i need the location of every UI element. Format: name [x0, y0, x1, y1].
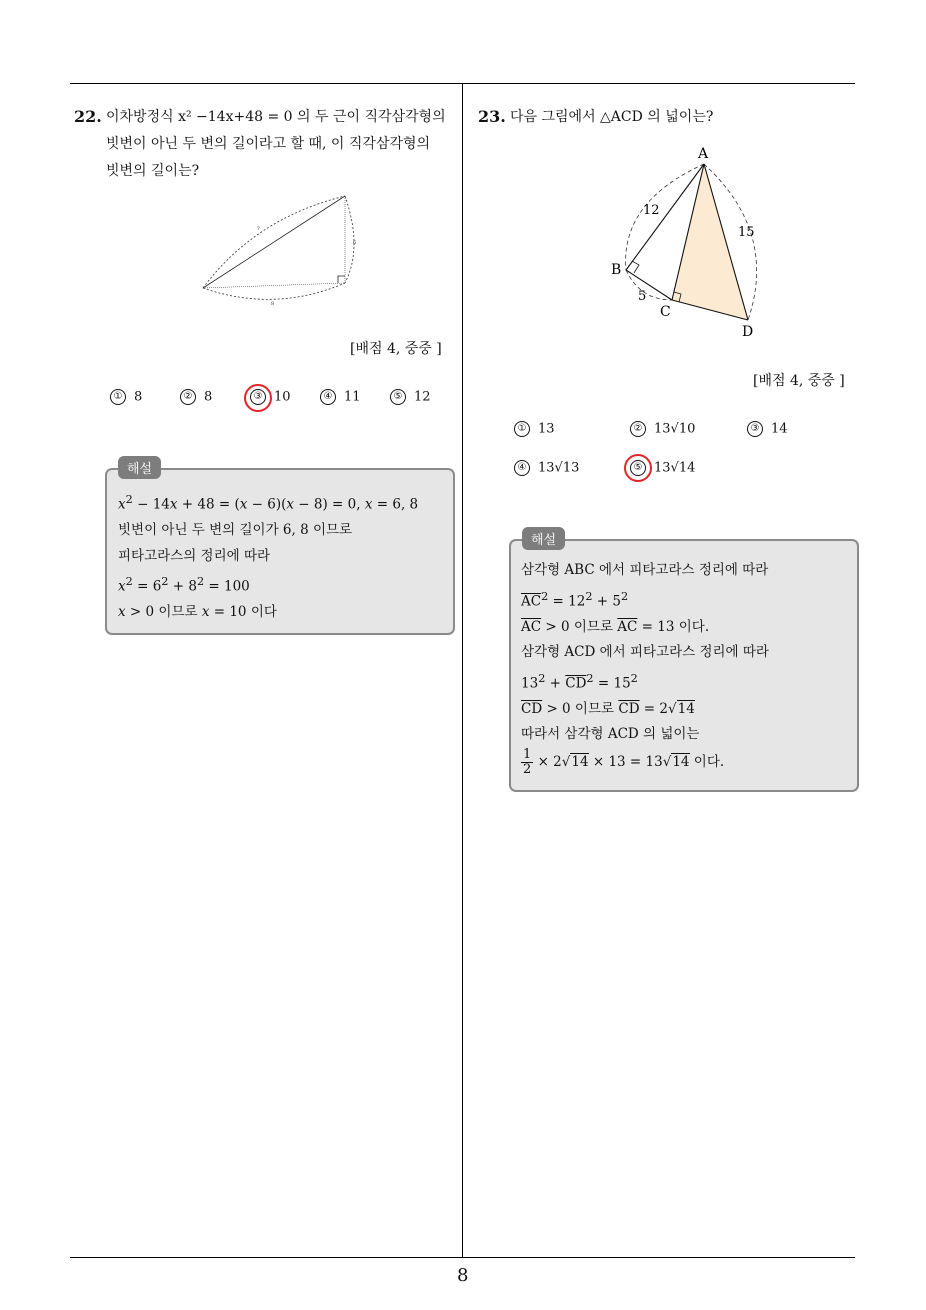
question-22-figure	[195, 188, 375, 318]
q23-choice-4[interactable]	[514, 460, 579, 476]
q23-solution-line4: 삼각형 ACD 에서 피타고라스 정리에 따라	[521, 644, 769, 660]
q22-choice-4[interactable]	[320, 389, 361, 405]
q23-choice-3[interactable]	[747, 421, 788, 437]
q22-label-b: 8	[271, 301, 275, 307]
question-22-line2: 빗변이 아닌 두 변의 길이라고 할 때, 이 직각삼각형의	[106, 136, 431, 152]
choice-number-icon: ①	[110, 389, 126, 405]
q23-label-c: C	[660, 304, 671, 320]
question-22-score: [배점 4, 중중 ]	[350, 341, 442, 357]
q22-solution-line1: $x^2 - 14x + 48 = (x - 6)(x - 8) = 0$, x = 6, 8	[118, 493, 419, 513]
q22-solution-line4: $x^2 = 6^2 + 8^2 = 100$	[118, 575, 250, 595]
choice-number-icon: ③	[250, 389, 266, 405]
q23-solution-tag: 해설	[522, 527, 565, 550]
choice-text: 13	[538, 421, 555, 437]
choice-text: 14	[771, 421, 788, 437]
choice-number-icon: ⑤	[630, 460, 646, 476]
q23-solution-line3: $\overline{AC} > 0$ 이므로 $\overline{AC} = 13$ 이다.	[521, 618, 710, 635]
bottom-rule	[70, 1257, 855, 1258]
q23-choice-1[interactable]	[514, 421, 555, 437]
choice-number-icon: ①	[514, 421, 530, 437]
q22-label-a: 6	[353, 240, 357, 246]
choice-number-icon: ④	[320, 389, 336, 405]
q22-label-hyp: ?	[257, 226, 260, 232]
q22-solution-line2: 빗변이 아닌 두 변의 길이가 6, 8 이므로	[118, 522, 353, 538]
question-23-figure	[600, 142, 780, 342]
choice-number-icon: ③	[747, 421, 763, 437]
q22-arc-bottom	[203, 283, 345, 299]
q22-answer-mark-icon	[244, 384, 272, 412]
page-number: 8	[457, 1265, 469, 1286]
q23-label-a: A	[698, 146, 709, 162]
q23-solution-line1: 삼각형 ABC 에서 피타고라스 정리에 따라	[521, 562, 769, 578]
q22-right-angle	[338, 276, 345, 283]
column-divider	[462, 83, 463, 1258]
q22-choice-2[interactable]	[180, 389, 212, 405]
choice-text: 11	[344, 389, 361, 405]
choice-text: 13√10	[654, 421, 696, 437]
choice-number-icon: ④	[514, 460, 530, 476]
choice-text: 13√14	[654, 460, 696, 476]
choice-text: 10	[274, 389, 291, 405]
q23-solution-line6: $\overline{CD} > 0$ 이므로 $\overline{CD} = 2√14$	[521, 700, 695, 717]
question-23-number: 23.	[478, 107, 506, 126]
q23-label-ad: 15	[738, 225, 755, 240]
right-angle-b	[632, 261, 639, 273]
q23-choice-2[interactable]	[630, 421, 695, 437]
q22-solution-line5: x > 0 이므로 x = 10 이다	[118, 604, 277, 620]
q22-side-b	[203, 283, 345, 288]
q22-choice-1[interactable]	[110, 389, 142, 405]
q23-solution-text	[521, 558, 769, 777]
q23-label-ab: 12	[643, 203, 660, 218]
q22-choice-5[interactable]	[390, 389, 431, 405]
q23-label-bc: 5	[638, 289, 647, 304]
question-22-number: 22.	[74, 107, 102, 126]
q23-solution-line5: $13^2 + \overline{CD}^2 = 15^2$	[521, 671, 638, 691]
choice-text: 8	[134, 389, 143, 405]
choice-text: 8	[204, 389, 213, 405]
q22-solution-tag: 해설	[118, 456, 161, 479]
triangle-acd-fill	[672, 164, 748, 320]
segment-bc	[626, 270, 672, 300]
choice-number-icon: ②	[180, 389, 196, 405]
choice-text: 13√13	[538, 460, 580, 476]
q23-label-d: D	[742, 324, 754, 340]
choice-number-icon: ⑤	[390, 389, 406, 405]
q22-hypotenuse	[203, 196, 345, 288]
q23-label-b: B	[611, 262, 622, 278]
question-23-text: 다음 그림에서 △ACD 의 넓이는?	[510, 109, 714, 125]
q22-solution-text	[118, 487, 418, 626]
question-22-line1: 이차방정식 x² −14x+48 = 0 의 두 근이 직각삼각형의	[106, 109, 446, 125]
question-22-text	[106, 104, 456, 185]
q23-solution-line7: 따라서 삼각형 ACD 의 넓이는	[521, 726, 700, 742]
question-23-score: [배점 4, 중중 ]	[753, 373, 845, 389]
q23-solution-line2: $\overline{AC}^2 = 12^2 + 5^2$	[521, 589, 629, 609]
choice-text: 12	[414, 389, 431, 405]
question-22-line3: 빗변의 길이는?	[106, 163, 200, 179]
q22-solution-line3: 피타고라스의 정리에 따라	[118, 547, 271, 564]
q23-solution-line8: $\frac{1}{2}$ × 2√14 × 13 = 13√14 이다.	[523, 746, 725, 777]
choice-number-icon: ②	[630, 421, 646, 437]
q23-answer-mark-icon	[624, 454, 652, 482]
